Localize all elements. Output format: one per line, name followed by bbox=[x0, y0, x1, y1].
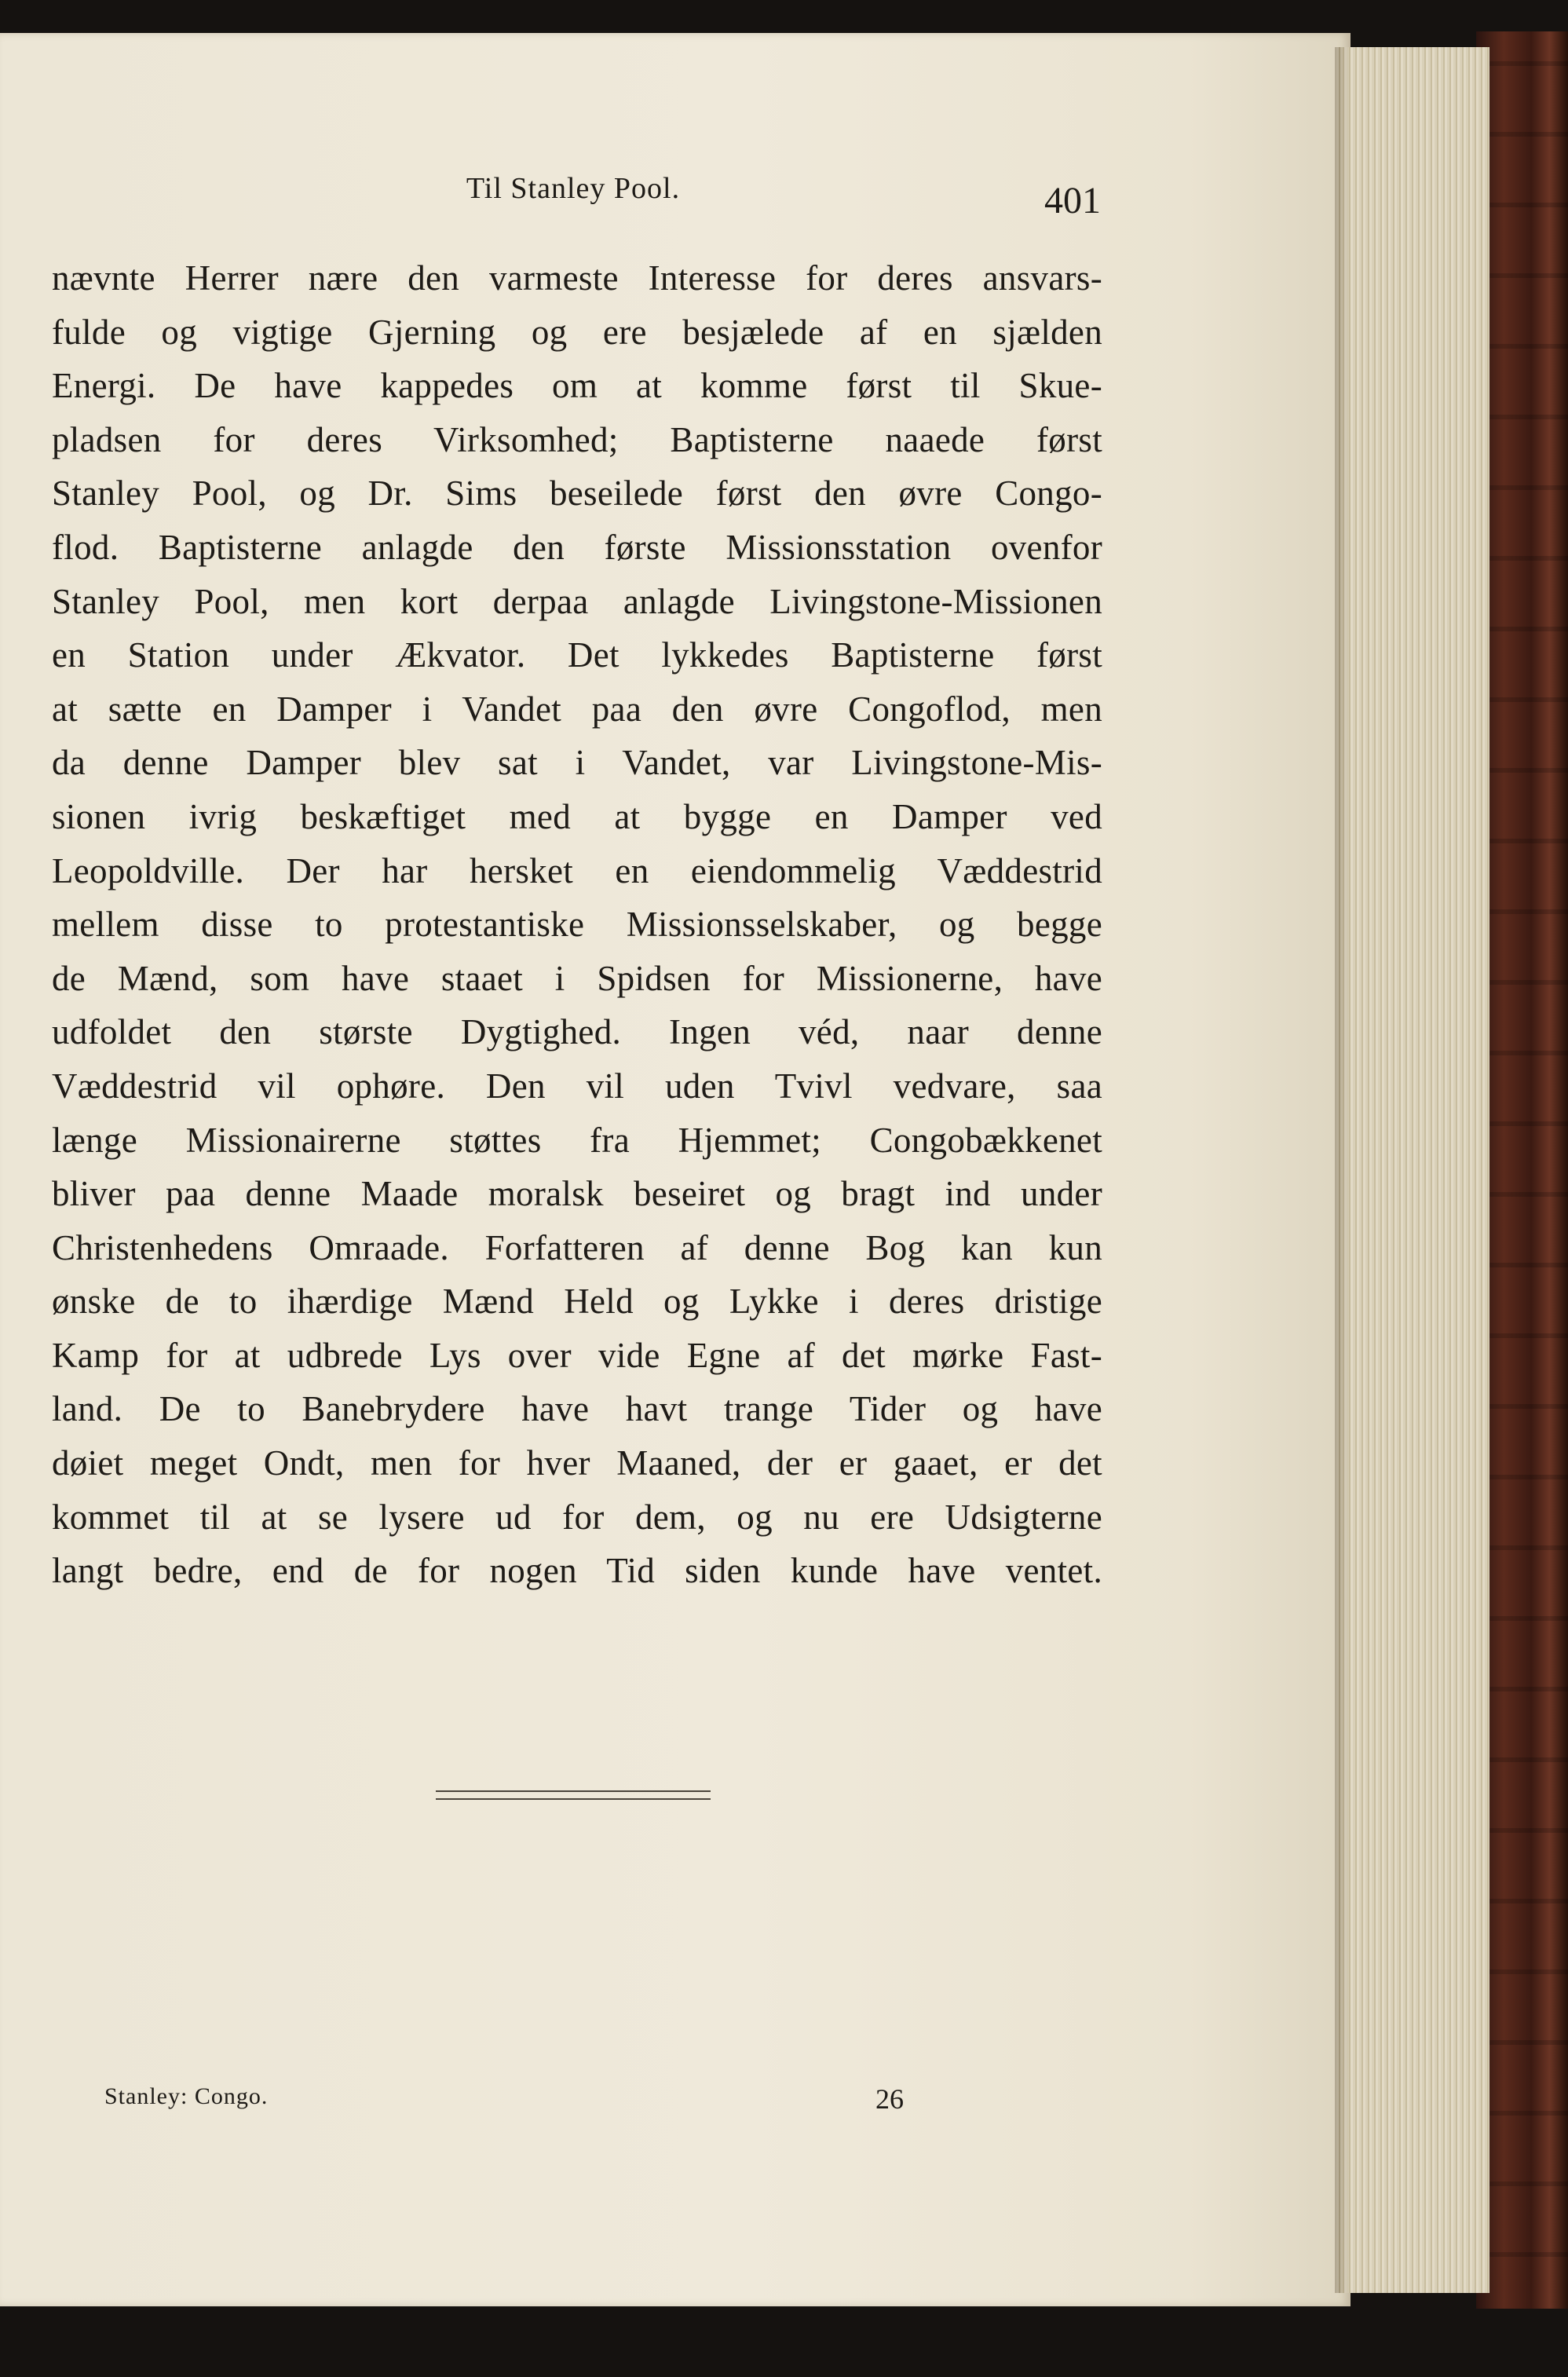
running-head: Til Stanley Pool. bbox=[466, 172, 681, 205]
text-line: Stanley Pool, og Dr. Sims beseilede først den øvre Congo- bbox=[52, 474, 1102, 514]
text-line: fulde og vigtige Gjerning og ere besjælede af en sjælden bbox=[52, 312, 1102, 352]
text-line: mellem disse to protestantiske Missionsselskaber, og begge bbox=[52, 905, 1102, 945]
text-line: at sætte en Damper i Vandet paa den øvre Congoflod, men bbox=[52, 689, 1102, 729]
text-line: land. De to Banebrydere have havt trange Tider og have bbox=[52, 1389, 1102, 1429]
signature-number: 26 bbox=[875, 2083, 904, 2115]
text-line: da denne Damper blev sat i Vandet, var Livingstone-Mis- bbox=[52, 743, 1102, 783]
text-line: sionen ivrig beskæftiget med at bygge en Damper ved bbox=[52, 796, 1102, 836]
text-line: længe Missionairerne støttes fra Hjemmet; Congobækkenet bbox=[52, 1120, 1102, 1160]
text-line: kommet til at se lysere ud for dem, og nu ere Udsigterne bbox=[52, 1497, 1102, 1537]
gutter-shadow bbox=[1335, 47, 1351, 2293]
text-line: Leopoldville. Der har hersket en eiendommelig Væddestrid bbox=[52, 850, 1102, 890]
text-line: Væddestrid vil ophøre. Den vil uden Tvivl vedvare, saa bbox=[52, 1066, 1102, 1106]
text-line: Stanley Pool, men kort derpaa anlagde Livingstone-Missionen bbox=[52, 581, 1102, 621]
text-line: de Mænd, som have staaet i Spidsen for Missionerne, have bbox=[52, 958, 1102, 998]
text-line: ønske de to ihærdige Mænd Held og Lykke i deres dristige bbox=[52, 1282, 1102, 1322]
book-cover-spine bbox=[1476, 31, 1568, 2309]
text-line: Christenhedens Omraade. Forfatteren af denne Bog kan kun bbox=[52, 1227, 1102, 1267]
text-line: flod. Baptisterne anlagde den første Missionsstation ovenfor bbox=[52, 527, 1102, 567]
text-line: Kamp for at udbrede Lys over vide Egne af det mørke Fast- bbox=[52, 1335, 1102, 1375]
text-line: udfoldet den største Dygtighed. Ingen véd, naar denne bbox=[52, 1012, 1102, 1052]
text-line: en Station under Ækvator. Det lykkedes Baptisterne først bbox=[52, 635, 1102, 675]
text-line: Energi. De have kappedes om at komme først til Skue- bbox=[52, 366, 1102, 406]
end-ornament-rule bbox=[436, 1790, 711, 1800]
text-line: pladsen for deres Virksomhed; Baptisterne naaede først bbox=[52, 419, 1102, 459]
signature-mark: Stanley: Congo. bbox=[104, 2083, 269, 2109]
text-line: langt bedre, end de for nogen Tid siden kunde have ventet. bbox=[52, 1551, 1102, 1591]
body-text bbox=[52, 251, 1102, 1598]
page-edges bbox=[1339, 47, 1489, 2293]
page-number: 401 bbox=[1044, 180, 1101, 221]
text-line: døiet meget Ondt, men for hver Maaned, der er gaaet, er det bbox=[52, 1443, 1102, 1483]
text-line: nævnte Herrer nære den varmeste Interesse for deres ansvars- bbox=[52, 258, 1102, 298]
text-line: bliver paa denne Maade moralsk beseiret og bragt ind under bbox=[52, 1174, 1102, 1214]
